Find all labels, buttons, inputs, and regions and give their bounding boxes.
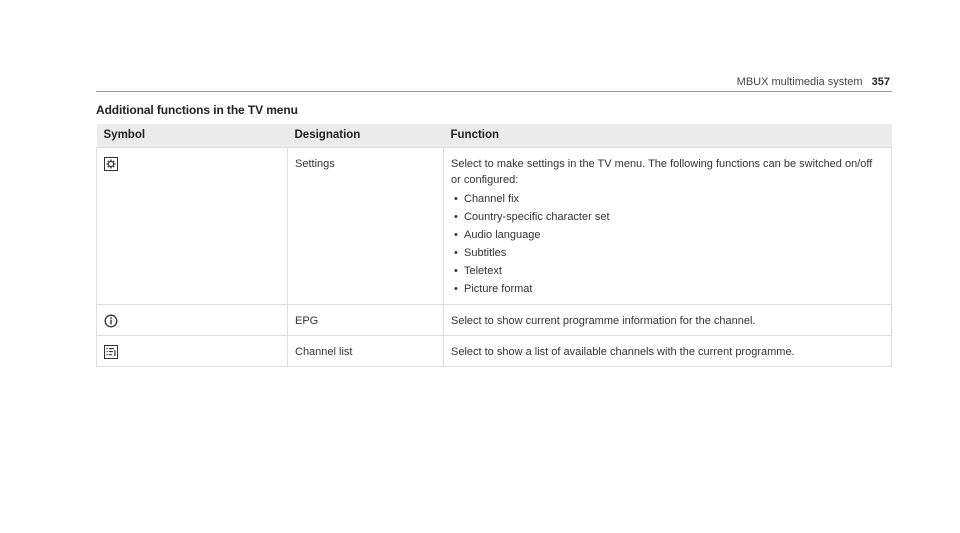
function-cell (444, 148, 892, 305)
list-item: • Teletext (451, 262, 884, 280)
function-bullet-list (451, 190, 884, 298)
function-cell: Select to show a list of available channels with the current programme. (444, 336, 892, 367)
list-item: • Picture format (451, 280, 884, 298)
running-header (737, 76, 890, 88)
designation-cell: EPG (288, 305, 444, 336)
settings-gear-icon (104, 157, 118, 171)
function-cell: Select to show current programme information for the channel. (444, 305, 892, 336)
table-header-row (97, 124, 892, 148)
table-row (97, 148, 892, 305)
section-title: MBUX multimedia system (736, 76, 863, 88)
info-icon (104, 314, 118, 328)
functions-table (96, 124, 892, 367)
column-header-symbol: Symbol (97, 124, 288, 148)
symbol-cell (97, 148, 288, 305)
symbol-cell (97, 305, 288, 336)
column-header-designation: Designation (288, 124, 444, 148)
table-row (97, 336, 892, 367)
page-number: 357 (871, 76, 890, 88)
function-text: Select to make settings in the TV menu. The following functions can be switched on/off or configured: (451, 158, 873, 186)
list-item: • Channel fix (451, 190, 884, 208)
section-heading: Additional functions in the TV menu (96, 103, 298, 117)
list-item: • Subtitles (451, 244, 884, 262)
designation-cell: Channel list (288, 336, 444, 367)
list-item: • Audio language (451, 226, 884, 244)
designation-cell: Settings (288, 148, 444, 305)
page-header (0, 0, 960, 100)
column-header-function: Function (444, 124, 892, 148)
table-row (97, 305, 892, 336)
symbol-cell (97, 336, 288, 367)
header-rule (96, 91, 892, 92)
channel-list-icon (104, 345, 118, 359)
list-item: • Country-specific character set (451, 208, 884, 226)
